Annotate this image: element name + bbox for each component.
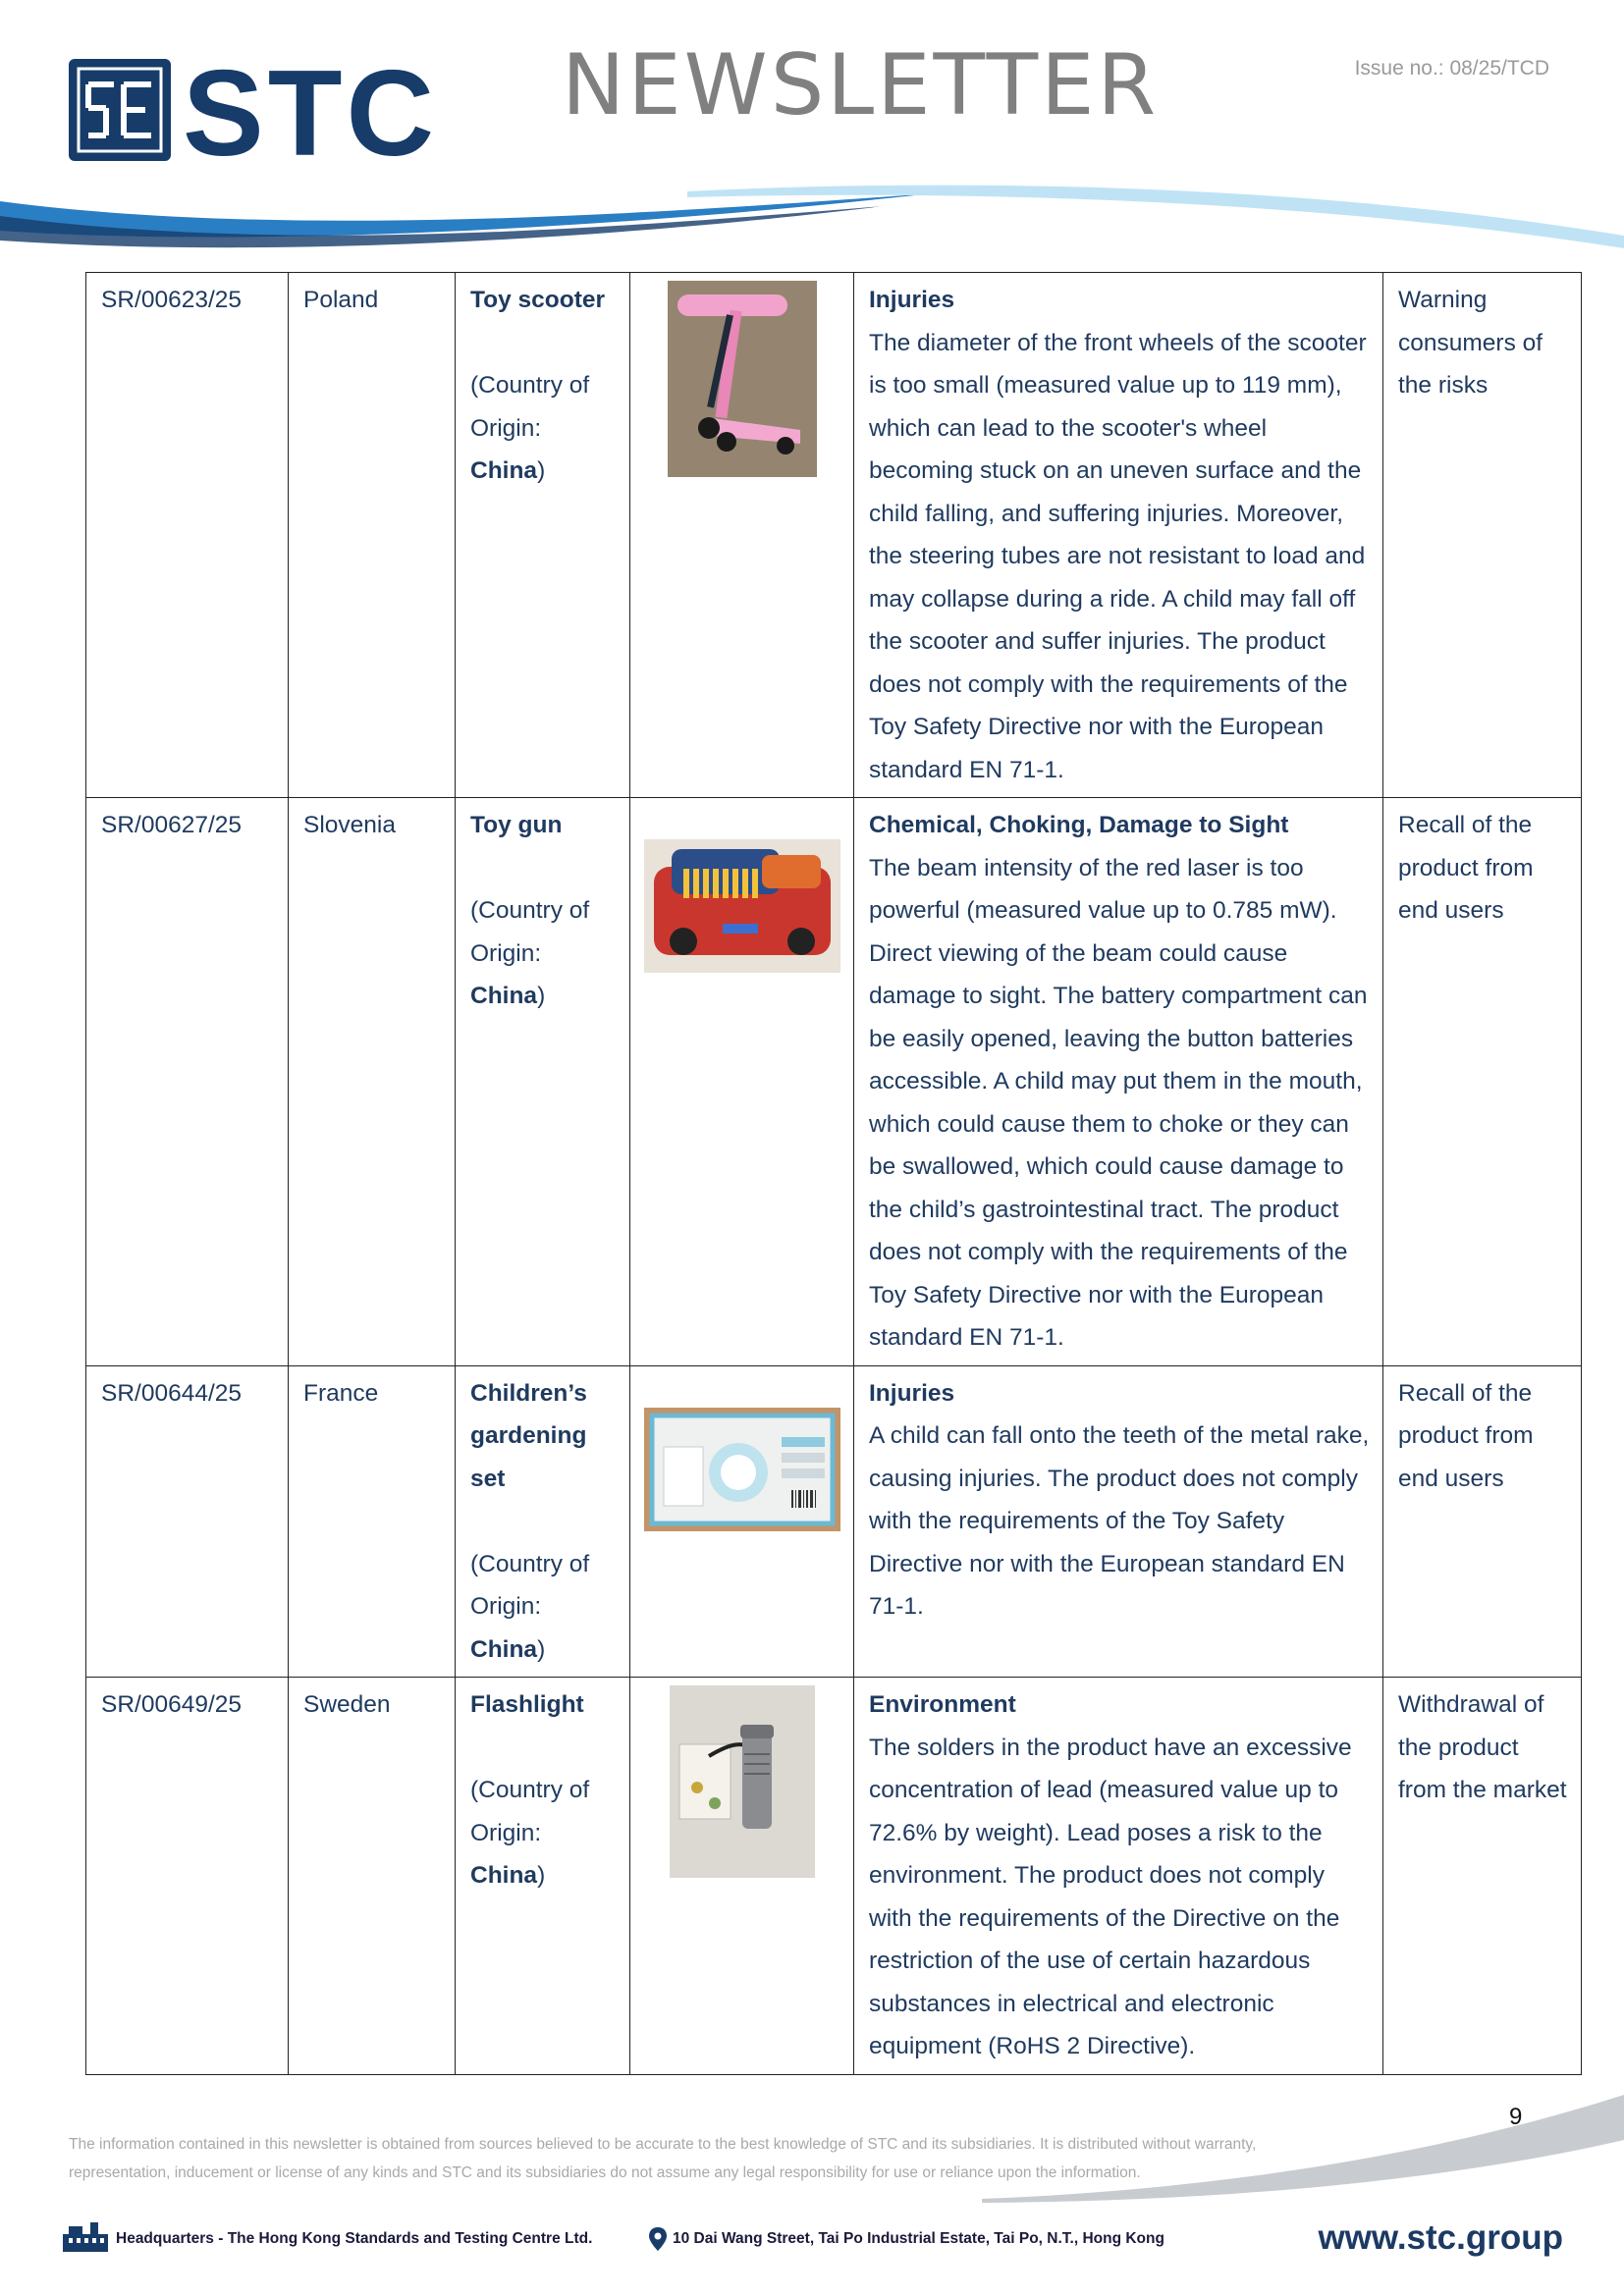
table-row xyxy=(86,1678,1582,2075)
gardening-set-box-photo xyxy=(644,1408,840,1531)
risk-cell xyxy=(854,273,1383,798)
product-cell: Toy scooter (Country of Origin: China) xyxy=(456,273,630,798)
risk-cell xyxy=(854,1678,1383,2075)
page-number: 9 xyxy=(1509,2104,1523,2130)
product-name: Flashlight xyxy=(470,1691,584,1718)
product-name: Toy scooter xyxy=(470,287,606,313)
website-link[interactable]: www.stc.group xyxy=(1318,2218,1563,2257)
country-cell: Poland xyxy=(289,273,456,798)
address-text: 10 Dai Wang Street, Tai Po Industrial Estate, Tai Po, N.T., Hong Kong xyxy=(673,2230,1164,2247)
reference-cell: SR/00644/25 xyxy=(86,1365,289,1678)
reference-cell: SR/00649/25 xyxy=(86,1678,289,2075)
image-cell xyxy=(630,798,854,1366)
reference-cell: SR/00627/25 xyxy=(86,798,289,1366)
risk-description: A child can fall onto the teeth of the metal rake, causing injuries. The product does not comply with the requirements of the Toy Safety Directive nor with the European standard EN 71-1. xyxy=(869,1422,1370,1620)
disclaimer: The information contained in this newsletter is obtained from sources believed to be accurate to the best knowledge of STC and its subsidiaries. It is distributed without warranty, representation, inducement or license of any kinds and STC and its subsidiaries do not assume any legal responsibility for use or reliance upon the information. xyxy=(69,2136,1257,2181)
country-cell: France xyxy=(289,1365,456,1678)
footer-bar xyxy=(61,2216,1563,2266)
origin-label: (Country of xyxy=(470,897,590,924)
hazard-title: Injuries xyxy=(869,1379,955,1407)
header-swoosh-decoration xyxy=(0,182,1624,250)
risk-description: The diameter of the front wheels of the scooter is too small (measured value up to 119 mm), which can lead to the scooter's wheel becoming stuck on an uneven surface and the child falling, and suffering injuries. Moreover, the steering tubes are not resistant to load and may collapse during a ride. A child may fall off the scooter and suffer injuries. The product does not comply with the requirements of the Toy Safety Directive nor with the European standard EN 71-1. xyxy=(869,329,1367,783)
origin-label: (Country of xyxy=(470,372,590,399)
stc-logo xyxy=(67,57,460,163)
product-cell: Flashlight (Country of Origin: China) xyxy=(456,1678,630,2075)
image-cell xyxy=(630,273,854,798)
risk-cell xyxy=(854,1365,1383,1678)
origin-label: (Country of xyxy=(470,1777,590,1803)
risk-description: The beam intensity of the red laser is too powerful (measured value up to 0.785 mW). Direct viewing of the beam could cause damage to sight. The battery compartment can be easily opened, leaving the button batteries accessible. A child may put them in the mouth, which could cause them to choke or they can be swallowed, which could cause damage to the child’s gastrointestinal tract. The product does not comply with the requirements of the Toy Safety Directive nor with the European standard EN 71-1. xyxy=(869,854,1368,1351)
newsletter-title: NEWSLETTER xyxy=(562,36,1160,134)
risk-description: The solders in the product have an excessive concentration of lead (measured value up to 72.6% by weight). Lead poses a risk to the environment. The product does not comply with the requirements of the Directive on the restriction of the use of certain hazardous substances in electrical and electronic equipment (RoHS 2 Directive). xyxy=(869,1734,1352,2059)
reference-cell: SR/00623/25 xyxy=(86,273,289,798)
svg-text:STC: STC xyxy=(183,57,438,163)
table-row xyxy=(86,1365,1582,1678)
hazard-title: Environment xyxy=(869,1691,1016,1718)
pink-kick-scooter-photo xyxy=(668,281,817,477)
image-cell xyxy=(630,1678,854,2075)
measure-cell: Recall of the product from end users xyxy=(1383,1365,1582,1678)
issue-number: Issue no.: 08/25/TCD xyxy=(1354,57,1549,80)
origin-label: Origin: xyxy=(470,1819,542,1846)
product-name: Toy gun xyxy=(470,812,563,838)
origin-country: China xyxy=(470,1862,538,1889)
measure-cell: Withdrawal of the product from the market xyxy=(1383,1678,1582,2075)
country-cell: Sweden xyxy=(289,1678,456,2075)
risk-cell xyxy=(854,798,1383,1366)
product-name: Children’s gardening set xyxy=(470,1379,587,1492)
toy-gun-package-photo xyxy=(644,839,840,973)
location-pin-icon xyxy=(648,2226,668,2252)
image-cell xyxy=(630,1365,854,1678)
origin-country: China xyxy=(470,1635,538,1663)
origin-label: Origin: xyxy=(470,414,542,442)
flashlight-photo xyxy=(670,1685,815,1878)
recall-table xyxy=(85,272,1582,2075)
measure-cell: Recall of the product from end users xyxy=(1383,798,1582,1366)
origin-label: Origin: xyxy=(470,939,542,967)
table-row xyxy=(86,798,1582,1366)
origin-label: (Country of xyxy=(470,1550,590,1577)
origin-label: Origin: xyxy=(470,1593,542,1620)
hazard-title: Chemical, Choking, Damage to Sight xyxy=(869,812,1289,838)
country-cell: Slovenia xyxy=(289,798,456,1366)
product-cell: Children’s gardening set (Country of Origin: China) xyxy=(456,1365,630,1678)
headquarters-text: Headquarters - The Hong Kong Standards and Testing Centre Ltd. xyxy=(116,2230,593,2247)
hazard-title: Injuries xyxy=(869,287,955,313)
measure-cell: Warning consumers of the risks xyxy=(1383,273,1582,798)
building-icon xyxy=(61,2222,110,2252)
origin-country: China xyxy=(470,457,538,484)
table-row xyxy=(86,273,1582,798)
origin-country: China xyxy=(470,983,538,1009)
product-cell: Toy gun (Country of Origin: China) xyxy=(456,798,630,1366)
